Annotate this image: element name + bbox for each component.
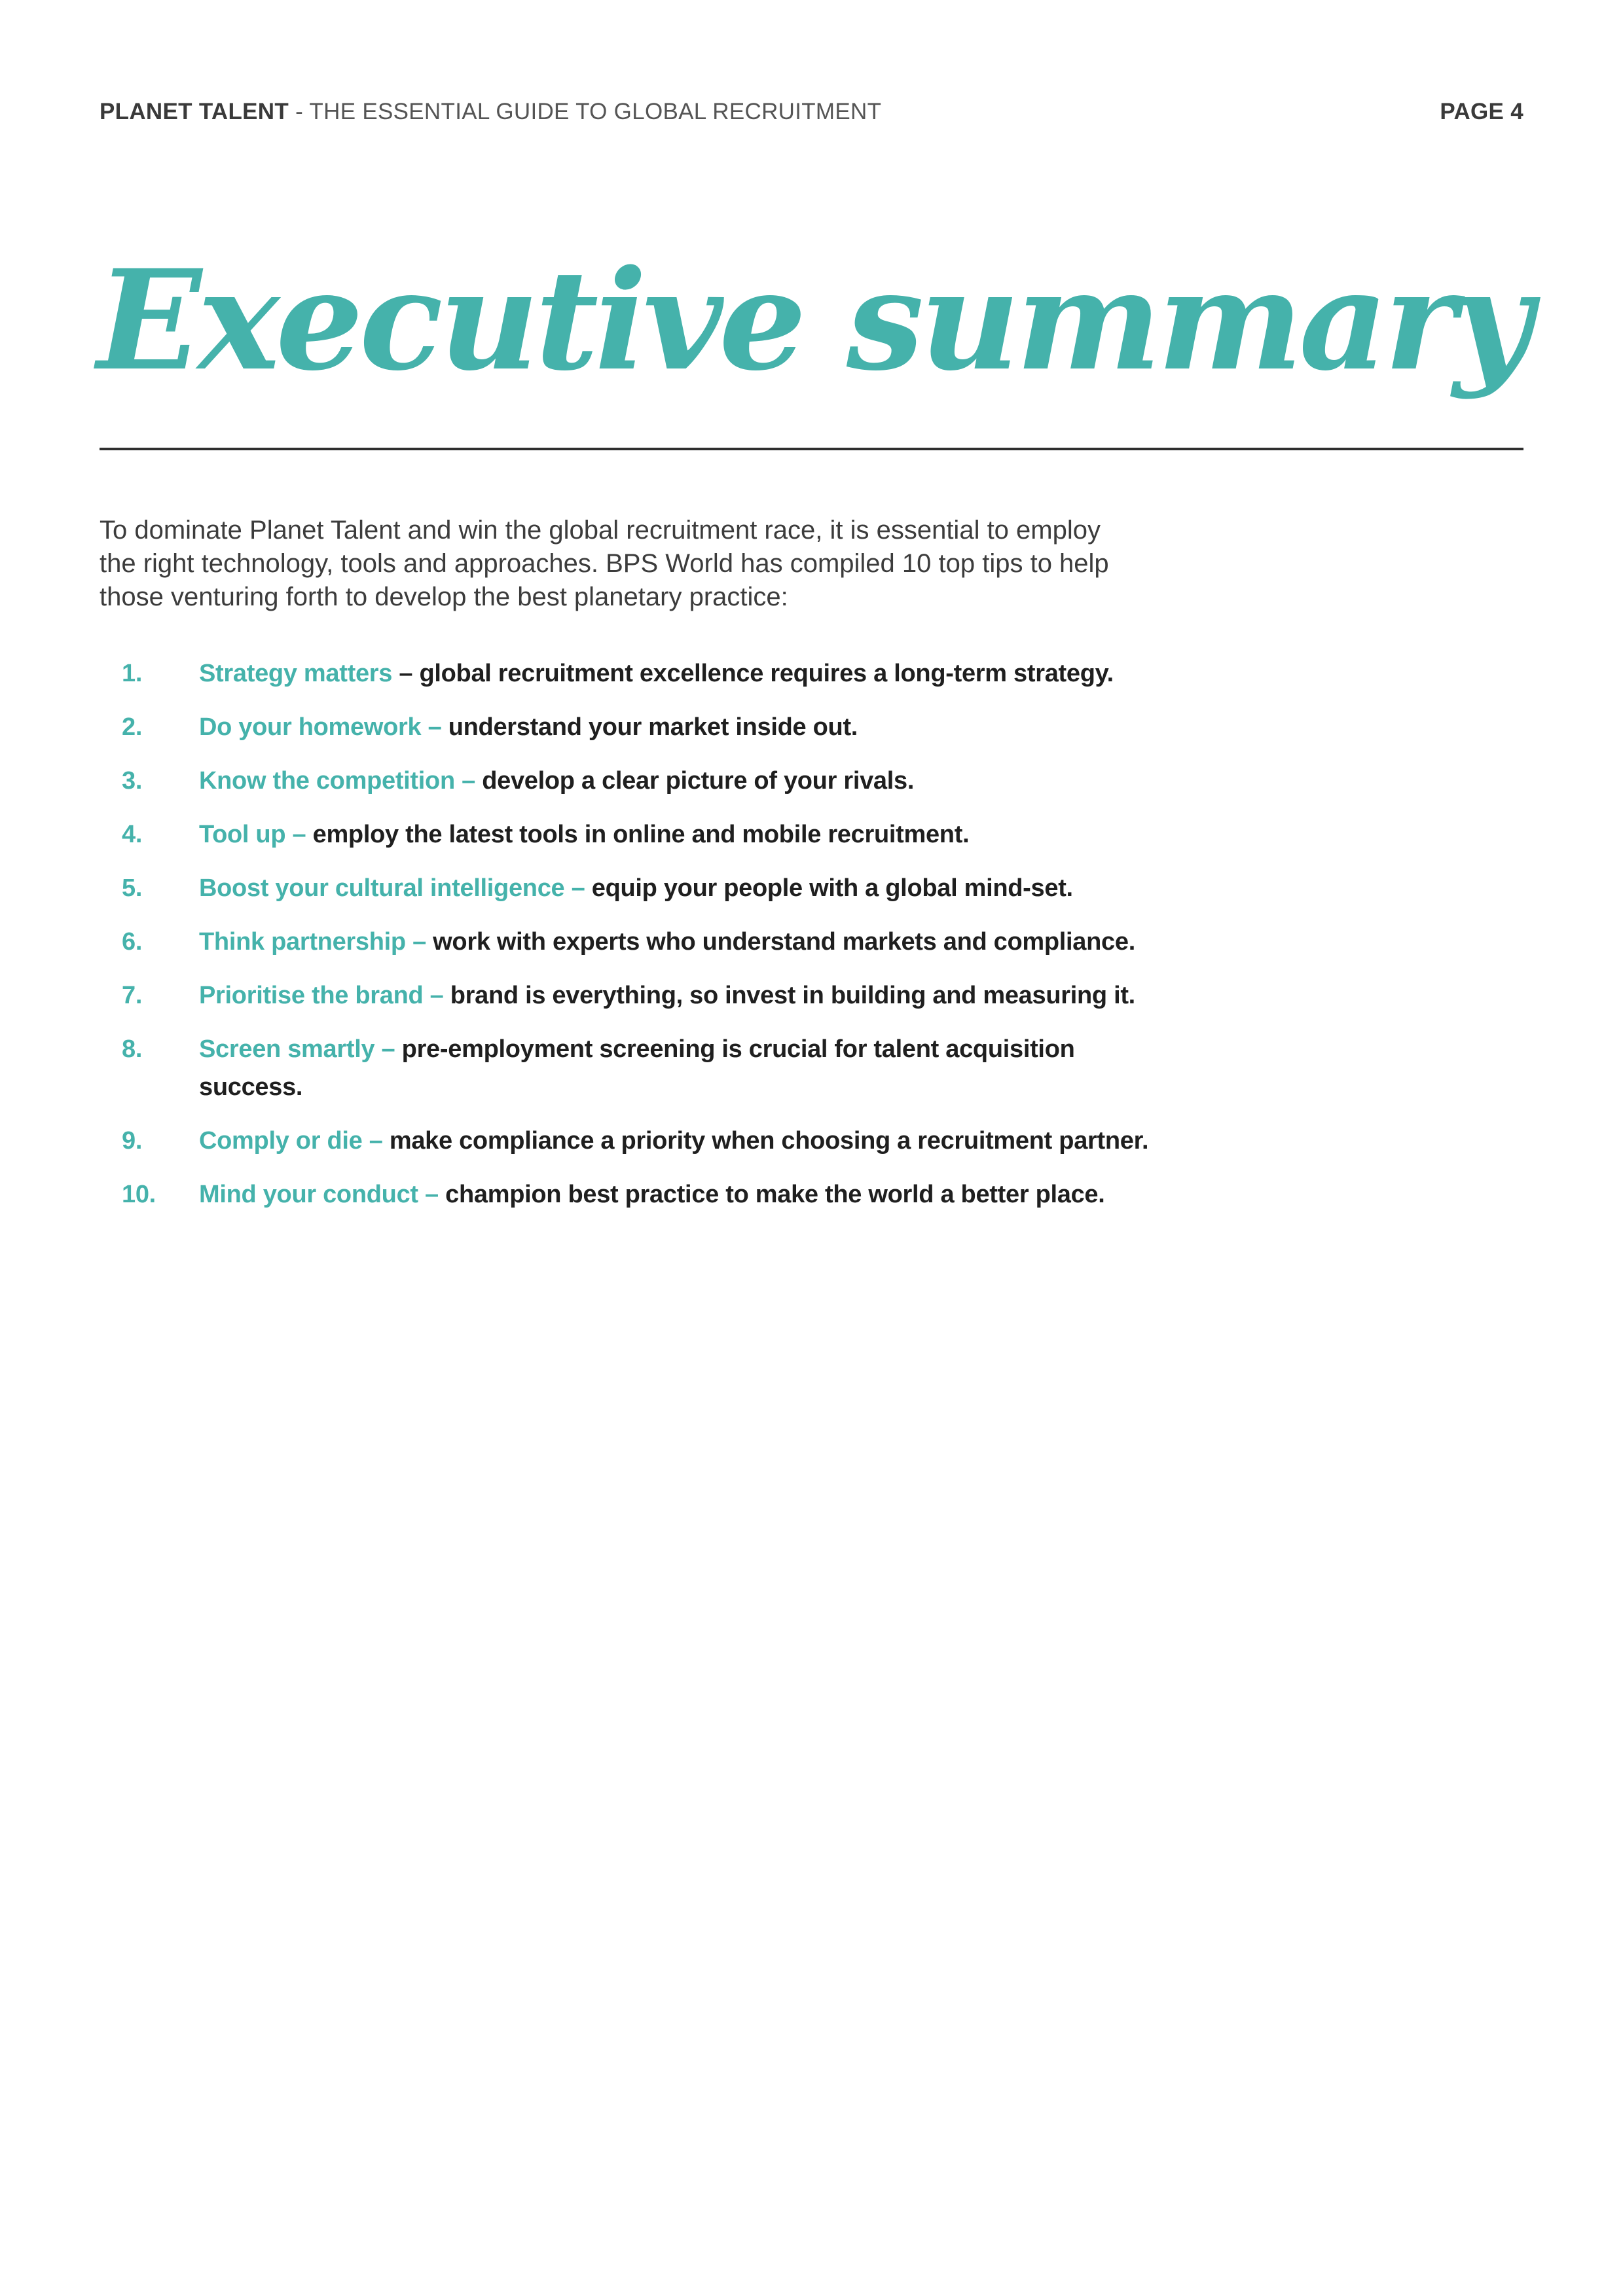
tip-text: make compliance a priority when choosing a recruitment partner. (389, 1127, 1149, 1155)
list-item (100, 1030, 1160, 1106)
tip-lead: Screen smartly – (199, 1035, 402, 1063)
list-item (100, 708, 1160, 746)
tip-lead: Do your homework – (199, 713, 448, 741)
title-divider (100, 448, 1523, 450)
tip-lead: Mind your conduct – (199, 1181, 446, 1208)
tip-lead: Strategy matters (199, 660, 393, 687)
tip-text: champion best practice to make the world a better place. (445, 1181, 1105, 1208)
tip-number: 6. (122, 928, 143, 956)
tip-lead: Boost your cultural intelligence – (199, 874, 592, 902)
list-item (100, 816, 1160, 853)
tip-text: work with experts who understand markets and compliance. (433, 928, 1135, 956)
tip-number: 10. (122, 1181, 156, 1208)
tip-text: pre-employment screening is crucial for talent acquisition success. (199, 1035, 1075, 1101)
tip-lead: Tool up – (199, 821, 313, 848)
tip-text: understand your market inside out. (448, 713, 858, 741)
list-item (100, 1122, 1160, 1160)
tip-lead: Prioritise the brand – (199, 982, 450, 1009)
tip-text: brand is everything, so invest in building and measuring it. (450, 982, 1135, 1009)
header-brand: PLANET TALENT (100, 99, 289, 124)
intro-paragraph: To dominate Planet Talent and win the global recruitment race, it is essential to employ the right technology, tools and approaches. BPS World has compiled 10 top tips to help those venturing forth to develop the best planetary practice: (100, 516, 1109, 611)
page-title: Executive summary (97, 240, 1529, 401)
tip-number: 3. (122, 767, 143, 795)
tip-number: 8. (122, 1035, 143, 1063)
list-item (100, 762, 1160, 800)
tip-text: equip your people with a global mind-set. (591, 874, 1073, 902)
tip-text: – global recruitment excellence requires a long-term strategy. (392, 660, 1114, 687)
tip-number: 5. (122, 874, 143, 902)
list-item (100, 655, 1160, 692)
tips-list (100, 655, 1160, 1229)
tip-lead: Think partnership – (199, 928, 433, 956)
list-item (100, 977, 1160, 1014)
page-number: PAGE 4 (1440, 99, 1523, 124)
tip-lead: Know the competition – (199, 767, 483, 795)
running-header (100, 96, 1523, 128)
tip-lead: Comply or die – (199, 1127, 390, 1155)
list-item (100, 923, 1160, 961)
tip-number: 4. (122, 821, 143, 848)
tip-text: develop a clear picture of your rivals. (482, 767, 915, 795)
header-subtitle: - THE ESSENTIAL GUIDE TO GLOBAL RECRUITMENT (289, 99, 882, 124)
list-item (100, 869, 1160, 907)
tip-text: employ the latest tools in online and mobile recruitment. (312, 821, 970, 848)
tip-number: 7. (122, 982, 143, 1009)
tip-number: 9. (122, 1127, 143, 1155)
list-item (100, 1175, 1160, 1213)
tip-number: 1. (122, 660, 143, 687)
tip-number: 2. (122, 713, 143, 741)
